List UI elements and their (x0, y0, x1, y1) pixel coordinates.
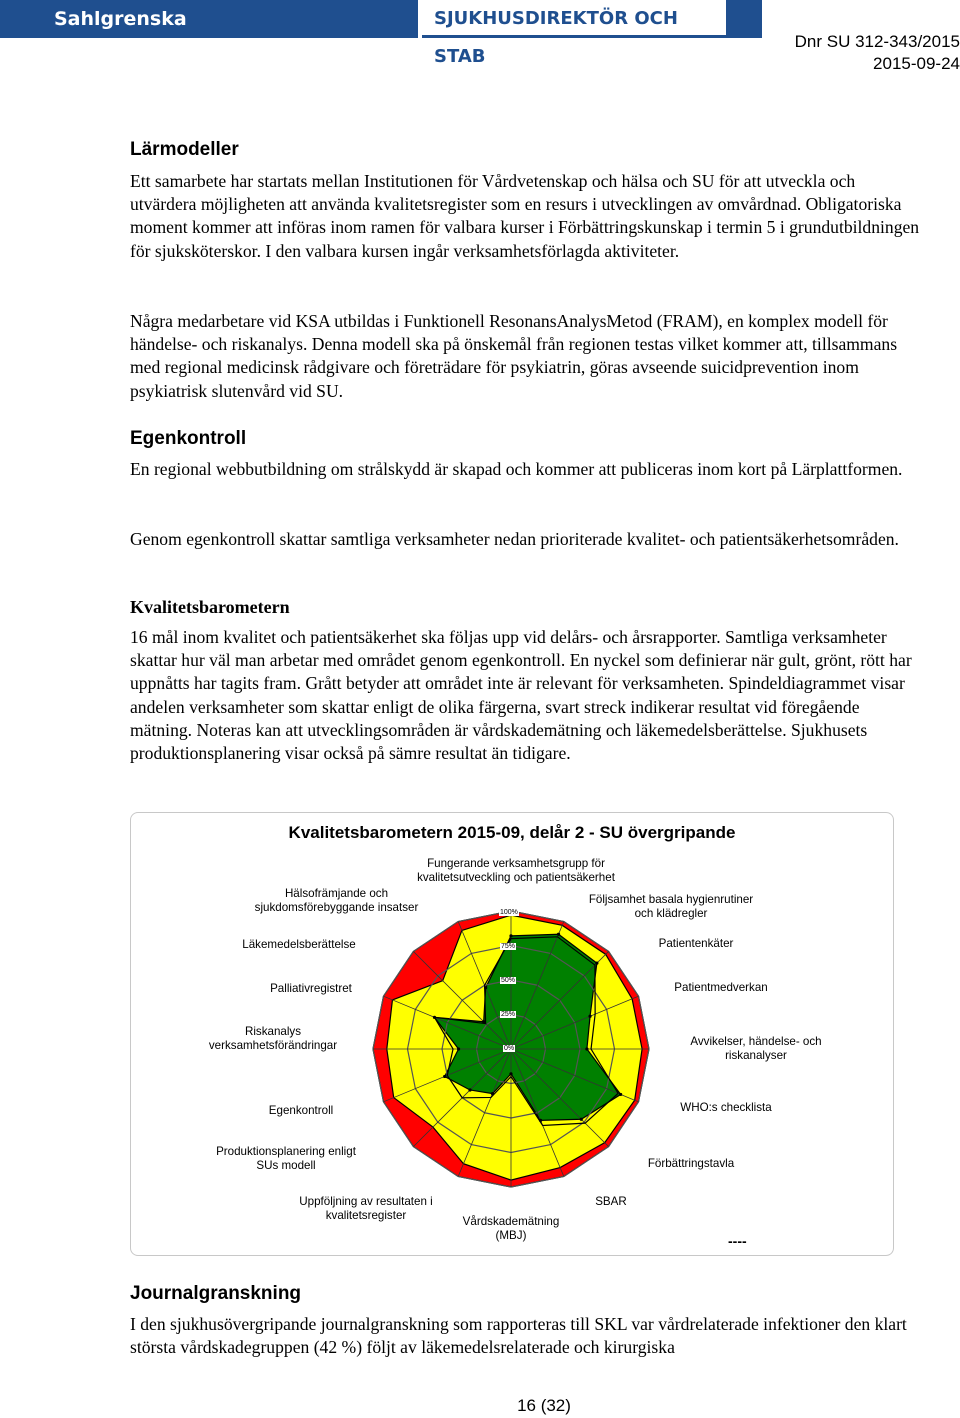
radar-chart (130, 812, 894, 1256)
data-point (491, 1092, 494, 1095)
label-egenkontroll: Egenkontroll (268, 1104, 334, 1117)
document-reference (795, 31, 960, 75)
radial-tick-0: 0% (504, 1045, 515, 1052)
page-number: 16 (32) (517, 1396, 571, 1415)
label-halsoframjande: Hälsofrämjande och sjukdomsförebyggande insatser (254, 887, 419, 914)
label-riskanalys: Riskanalys verksamhetsförändringar (208, 1025, 338, 1052)
paragraph-journalgranskning: I den sjukhusövergripande journalgranskning som rapporteras till SKL var vårdrelaterade infektioner den klart största vårdskadegruppen (42 %) följt av läkemedelsrelaterade och kirurgiska (130, 1314, 907, 1358)
document-date: 2015-09-24 (873, 54, 960, 73)
data-point (595, 962, 598, 965)
paragraph-egenkontroll-2: Genom egenkontroll skattar samtliga verksamheter nedan prioriterade kvalitet- och patientsäkerhetsområden. (130, 529, 899, 549)
label-forbattringstavla: Förbättringstavla (647, 1157, 735, 1170)
data-point (580, 1118, 583, 1121)
data-point (619, 1093, 622, 1096)
heading-journalgranskning: Journalgranskning (130, 1283, 302, 1304)
data-point (539, 1119, 542, 1122)
heading-kvalitetsbarometern: Kvalitetsbarometern (130, 597, 290, 617)
label-patientenkater: Patientenkäter (658, 937, 734, 950)
label-uppfoljning: Uppföljning av resultaten i kvalitetsregister (299, 1195, 433, 1222)
data-point (457, 1047, 460, 1050)
radial-tick-25: 25% (501, 1011, 516, 1018)
label-produktionsplanering: Produktionsplanering enligt SUs modell (216, 1145, 356, 1172)
label-vardskadematning: Vårdskademätning (MBJ) (462, 1215, 560, 1242)
paragraph-larmodeller-1: Ett samarbete har startats mellan Institutionen för Vårdvetenskap och hälsa och SU för att utveckla och utvärdera möjligheten att använda kvalitetsregister som en resurs i utvecklingen av omvårdnad. Obligatoriska moment kommer att införas inom ramen för valbara kurser i Förbättringskunskap i termin 5 i grundutbildningen för sjuksköterskor. I den valbara kursen ingår verksamhetsförlagda aktiviteter. (130, 171, 920, 261)
org-name: Sahlgrenska Universitetssjukhuset (0, 0, 418, 38)
paragraph-kvalitetsbarometern: 16 mål inom kvalitet och patientsäkerhet ska följas upp vid delårs- och årsrapporter. Samtliga verksamheter skattar hur väl man arbetar med området genom egenkontroll. En nyckel som definierar när gult, grönt, rött har uppnåtts har tagits fram. Grått betyder att området inte är relevant för verksamheten. Spindeldiagrammet visar andelen verksamheter som skattar enligt de olika färgerna, svart streck indikerar resultat vid föregående mätning. Noteras kan att utvecklingsområden är vårdskademätning och läkemedelsberättelse. Sjukhusets produktionsplanering visar också på sämre resultat än tidigare. (130, 627, 912, 764)
data-point (509, 934, 512, 937)
data-point (588, 1015, 591, 1018)
data-point (443, 1075, 446, 1078)
label-avvikelser: Avvikelser, händelse- och riskanalyser (690, 1035, 822, 1062)
label-patientmedverkan: Patientmedverkan (674, 981, 768, 994)
header-accent (726, 0, 762, 38)
paragraph-larmodeller-2: Några medarbetare vid KSA utbildas i Funktionell ResonansAnalysMetod (FRAM), en komplex modell för händelse- och riskanalys. Denna modell ska på önskemål från regionen testas vilket kommer att, tillsammans med regional medicinsk rådgivare och företrädare för psykiatrin, göras avseende suicidprevention inom psykiatrisk slutenvård vid SU. (130, 311, 898, 401)
label-sbar: SBAR (595, 1195, 627, 1208)
data-point (433, 1016, 436, 1019)
label-lakemedelsberattelse: Läkemedelsberättelse (242, 938, 356, 951)
data-point (509, 1072, 512, 1075)
radial-tick-75: 75% (501, 943, 516, 950)
heading-larmodeller: Lärmodeller (130, 139, 239, 160)
data-point (484, 986, 487, 989)
legend-previous-measurement: ---- (728, 1233, 747, 1249)
data-point (585, 1047, 588, 1050)
radial-tick-100: 100% (500, 909, 518, 916)
dnr-number: Dnr SU 312-343/2015 (794, 32, 960, 51)
label-foljsamhet: Följsamhet basala hygienrutiner och klädregler (588, 893, 754, 920)
heading-egenkontroll: Egenkontroll (130, 428, 247, 449)
label-who-checklista: WHO:s checklista (680, 1101, 772, 1114)
label-palliativregistret: Palliativregistret (270, 982, 352, 995)
data-point (482, 1020, 485, 1023)
label-fungerande: Fungerande verksamhetsgrupp för kvalitetsutveckling och patientsäkerhet (417, 857, 615, 884)
data-point (557, 933, 560, 936)
department-name: SJUKHUSDIREKTÖR OCH STAB (422, 0, 726, 38)
paragraph-egenkontroll-1: En regional webbutbildning om strålskydd är skapad och kommer att publiceras inom kort på Lärplattformen. (130, 459, 903, 479)
data-point (468, 1088, 471, 1091)
radial-tick-50: 50% (501, 977, 516, 984)
chart-title: Kvalitetsbarometern 2015-09, delår 2 - SU övergripande (288, 823, 736, 842)
